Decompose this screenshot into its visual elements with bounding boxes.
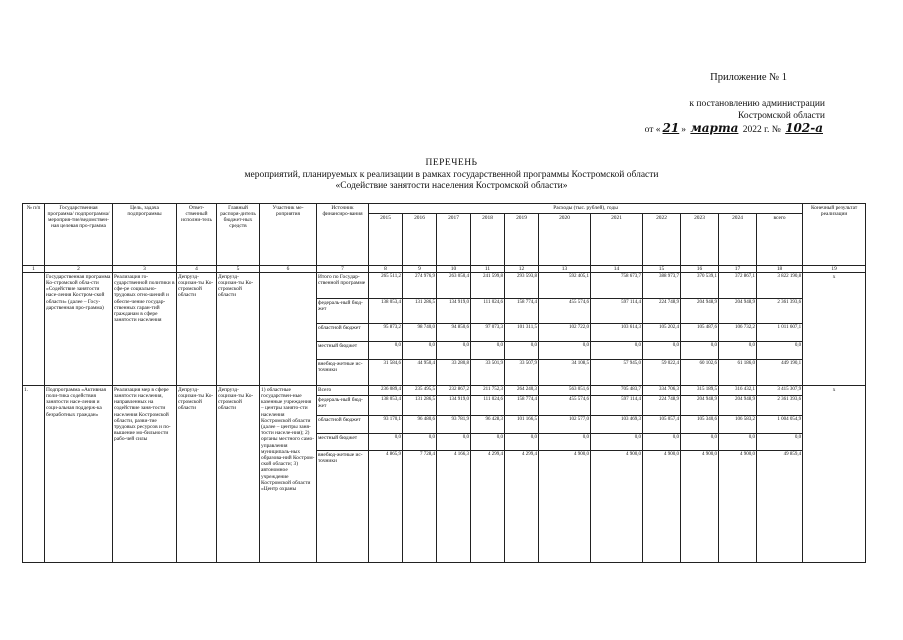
value-cell: 134 919,0 xyxy=(437,396,471,416)
value-cell: 0,0 xyxy=(471,342,505,360)
result-cell: х xyxy=(803,273,866,386)
year-header: 2017 xyxy=(437,214,471,266)
program-cell: Подпрограмма «Активная поли-тика содействия занятости насе-ления и соци-альная поддерж-ка безработных граждан» xyxy=(45,386,113,563)
value-cell: 96 480,6 xyxy=(403,416,437,434)
source-cell: областной бюджет xyxy=(317,324,369,342)
value-cell: 236 089,4 xyxy=(369,386,403,396)
value-cell: 0,0 xyxy=(369,434,403,451)
value-cell: 0,0 xyxy=(369,342,403,360)
table-row xyxy=(23,386,866,396)
goal-cell: Реализация мер в сфере занятости населения, направленных на содействие заня-тости населения Костромской области, разви-тие трудовых ресурсов и по-вышение мо-бильности рабо-чей силы xyxy=(113,386,177,563)
value-cell: 33 507,9 xyxy=(505,360,539,386)
value-cell: 93 170,1 xyxy=(369,416,403,434)
decree-date-line xyxy=(605,122,825,136)
value-cell: 34 108,5 xyxy=(539,360,591,386)
date-month-handwritten: марта xyxy=(690,121,739,135)
year-header: 2021 xyxy=(591,214,643,266)
col-header-participant: Участник ме-роприятия xyxy=(260,204,317,266)
source-cell: федераль-ный бюд-жет xyxy=(317,396,369,416)
col-number: 17 xyxy=(719,266,757,273)
decree-line-1: к постановлению администрации xyxy=(689,99,825,109)
col-number: 7 xyxy=(317,266,369,273)
value-cell: 224 748,9 xyxy=(643,396,681,416)
annex-label: Приложение № 1 xyxy=(710,72,787,83)
col-number: 5 xyxy=(217,266,260,273)
value-cell: 102 577,0 xyxy=(539,416,591,434)
row-no: 1. xyxy=(23,386,45,563)
col-number: 8 xyxy=(369,266,403,273)
value-cell: 241 599,8 xyxy=(471,273,505,299)
value-cell: 0,0 xyxy=(403,342,437,360)
value-cell: 60 102,6 xyxy=(681,360,719,386)
value-cell: 0,0 xyxy=(681,434,719,451)
value-cell: 0,0 xyxy=(681,342,719,360)
value-cell: 131 286,5 xyxy=(403,299,437,324)
col-number: 9 xyxy=(403,266,437,273)
col-header-manager: Главный распоря-дитель бюджет-ных средств xyxy=(217,204,260,266)
value-cell: 0,0 xyxy=(643,434,681,451)
year-header: 2019 xyxy=(505,214,539,266)
year-header-total: всего xyxy=(757,214,803,266)
value-cell: 158 774,4 xyxy=(505,396,539,416)
value-cell: 4 166,3 xyxy=(437,451,471,563)
value-cell: 592 405,1 xyxy=(539,273,591,299)
value-cell: 265 511,2 xyxy=(369,273,403,299)
value-cell-total: 1 004 054,9 xyxy=(757,416,803,434)
value-cell: 98 740,0 xyxy=(403,324,437,342)
value-cell: 93 781,9 xyxy=(437,416,471,434)
value-cell: 274 976,9 xyxy=(403,273,437,299)
col-number: 18 xyxy=(757,266,803,273)
col-number: 6 xyxy=(260,266,317,273)
value-cell: 563 051,6 xyxy=(539,386,591,396)
decree-line-2: Костромской области xyxy=(738,111,825,121)
date-year-no: 2022 г. № xyxy=(742,125,781,135)
participant-cell: 1) областные государствен-ные казенные учреждения – центры занято-сти населения Костромской области (далее – центры заня-тости населе-ния); 2) органы местного само-управления муниципаль-ных образова-ний Костром-ской области; 3) автономное учреждение Костромской области «Центр охраны xyxy=(260,386,317,563)
value-cell-total: 0,0 xyxy=(757,434,803,451)
value-cell: 0,0 xyxy=(591,342,643,360)
value-cell: 372 867,1 xyxy=(719,273,757,299)
goal-cell: Реализация го-сударственной политики в сфе-ре социально-трудовых отно-шений и обеспе-чение государ-ственных гаран-тий гражданам в сфере занятости населения xyxy=(113,273,177,386)
value-cell: 44 950,4 xyxy=(403,360,437,386)
value-cell: 131 286,5 xyxy=(403,396,437,416)
value-cell: 0,0 xyxy=(643,342,681,360)
source-cell: местный бюджет xyxy=(317,342,369,360)
table-row xyxy=(23,273,866,299)
value-cell: 105 487,6 xyxy=(681,324,719,342)
value-cell: 293 593,8 xyxy=(505,273,539,299)
value-cell: 105 202,4 xyxy=(643,324,681,342)
value-cell: 0,0 xyxy=(403,434,437,451)
col-number: 13 xyxy=(539,266,591,273)
header-row-1 xyxy=(23,204,866,214)
value-cell: 111 024,6 xyxy=(471,396,505,416)
value-cell: 101 311,5 xyxy=(505,324,539,342)
col-header-no: № п/п xyxy=(23,204,45,266)
title-line-1: ПЕРЕЧЕНЬ xyxy=(425,158,478,168)
date-day-handwritten: 21 xyxy=(662,121,680,135)
date-sep: » xyxy=(681,125,686,135)
value-cell-total: 2 361 393,6 xyxy=(757,299,803,324)
value-cell: 211 752,3 xyxy=(471,386,505,396)
col-header-result: Конечный результат реализации xyxy=(803,204,866,266)
manager-cell: Депрузд-социзан-ты Ко-стромской области xyxy=(217,273,260,386)
value-cell: 103 469,3 xyxy=(591,416,643,434)
decree-number-handwritten: 102-а xyxy=(785,121,823,135)
value-cell: 106 732,2 xyxy=(719,324,757,342)
col-number: 2 xyxy=(45,266,113,273)
value-cell: 33 280,8 xyxy=(437,360,471,386)
result-cell: х xyxy=(803,386,866,563)
value-cell: 105 057,4 xyxy=(643,416,681,434)
value-cell: 388 973,7 xyxy=(643,273,681,299)
value-cell: 455 574,6 xyxy=(539,299,591,324)
col-number: 12 xyxy=(505,266,539,273)
program-cell: Государственная программа Ко-стромской обла-сти «Содействие занятости насе-ления Костром-ской области» (далее – Госу-дарственная про-грамма) xyxy=(45,273,113,386)
col-header-goal: Цель, задача подпрограммы xyxy=(113,204,177,266)
title-line-2: мероприятий, планируемых к реализации в рамках государственной программы Костромской области xyxy=(244,169,659,180)
row-no xyxy=(23,273,45,386)
value-cell: 204 948,9 xyxy=(681,396,719,416)
source-cell: Всего xyxy=(317,386,369,396)
value-cell: 597 114,4 xyxy=(591,396,643,416)
year-header: 2015 xyxy=(369,214,403,266)
measures-table xyxy=(22,203,866,563)
col-header-expenses: Расходы (тыс. рублей), годы xyxy=(369,204,803,214)
value-cell: 204 948,9 xyxy=(681,299,719,324)
value-cell: 95 873,2 xyxy=(369,324,403,342)
value-cell: 0,0 xyxy=(437,434,471,451)
col-number: 10 xyxy=(437,266,471,273)
value-cell: 232 867,2 xyxy=(437,386,471,396)
col-number: 16 xyxy=(681,266,719,273)
value-cell-total: 3 822 190,8 xyxy=(757,273,803,299)
value-cell: 102 722,0 xyxy=(539,324,591,342)
value-cell-total: 3 415 307,9 xyxy=(757,386,803,396)
col-number: 19 xyxy=(803,266,866,273)
col-header-program: Государственная программа/ подпрограмма/ мероприя-тие/ведомствен-ная целевая про-грамма xyxy=(45,204,113,266)
value-cell: 204 948,9 xyxy=(719,299,757,324)
column-numbers-row xyxy=(23,266,866,273)
col-header-executor: Ответ-ственный исполни-тель xyxy=(177,204,217,266)
value-cell: 597 114,4 xyxy=(591,299,643,324)
value-cell: 758 673,7 xyxy=(591,273,643,299)
value-cell: 0,0 xyxy=(591,434,643,451)
value-cell: 0,0 xyxy=(539,342,591,360)
value-cell-total: 0,0 xyxy=(757,342,803,360)
source-cell: Итого по Государ-ственной программе xyxy=(317,273,369,299)
col-number: 3 xyxy=(113,266,177,273)
source-cell: областной бюджет xyxy=(317,416,369,434)
executor-cell: Депрузд-социзан-ты Ко-стромской области xyxy=(177,273,217,386)
value-cell: 4 900,0 xyxy=(681,451,719,563)
value-cell: 0,0 xyxy=(505,342,539,360)
value-cell: 263 050,4 xyxy=(437,273,471,299)
document-title xyxy=(0,158,903,193)
value-cell-total: 449 190,1 xyxy=(757,360,803,386)
decree-reference xyxy=(605,98,825,136)
year-header: 2024 xyxy=(719,214,757,266)
value-cell: 96 428,3 xyxy=(471,416,505,434)
value-cell: 0,0 xyxy=(471,434,505,451)
value-cell: 4 900,0 xyxy=(643,451,681,563)
value-cell: 158 774,4 xyxy=(505,299,539,324)
value-cell: 316 432,1 xyxy=(719,386,757,396)
value-cell: 264 240,3 xyxy=(505,386,539,396)
value-cell: 59 022,4 xyxy=(643,360,681,386)
value-cell: 97 073,3 xyxy=(471,324,505,342)
value-cell: 57 945,0 xyxy=(591,360,643,386)
value-cell: 705 483,7 xyxy=(591,386,643,396)
value-cell: 4 900,0 xyxy=(719,451,757,563)
value-cell: 138 053,4 xyxy=(369,396,403,416)
col-number: 14 xyxy=(591,266,643,273)
source-cell: внебюд-жетные ис-точники xyxy=(317,360,369,386)
manager-cell: Депрузд-социзан-ты Ко-стромской области xyxy=(217,386,260,563)
value-cell: 94 850,6 xyxy=(437,324,471,342)
value-cell: 204 948,9 xyxy=(719,396,757,416)
value-cell: 370 539,1 xyxy=(681,273,719,299)
year-header: 2016 xyxy=(403,214,437,266)
year-header: 2023 xyxy=(681,214,719,266)
participant-cell xyxy=(260,273,317,386)
col-header-source: Источник финансиро-вания xyxy=(317,204,369,266)
date-prefix: от « xyxy=(644,125,661,135)
value-cell: 105 340,6 xyxy=(681,416,719,434)
source-cell: федераль-ный бюд-жет xyxy=(317,299,369,324)
value-cell: 103 614,3 xyxy=(591,324,643,342)
value-cell: 455 574,6 xyxy=(539,396,591,416)
year-header: 2018 xyxy=(471,214,505,266)
title-line-3: «Содействие занятости населения Костромской области» xyxy=(335,181,568,191)
col-number: 4 xyxy=(177,266,217,273)
value-cell: 4 900,0 xyxy=(539,451,591,563)
value-cell: 0,0 xyxy=(719,434,757,451)
value-cell: 4 299,4 xyxy=(505,451,539,563)
value-cell: 334 706,3 xyxy=(643,386,681,396)
value-cell: 0,0 xyxy=(719,342,757,360)
value-cell: 111 024,6 xyxy=(471,299,505,324)
value-cell: 235 495,5 xyxy=(403,386,437,396)
value-cell-total: 49 859,4 xyxy=(757,451,803,563)
year-header: 2022 xyxy=(643,214,681,266)
value-cell: 0,0 xyxy=(505,434,539,451)
value-cell: 4 299,4 xyxy=(471,451,505,563)
col-number: 1 xyxy=(23,266,45,273)
value-cell: 7 728,4 xyxy=(403,451,437,563)
executor-cell: Депрузд-социзан-ты Ко-стромской области xyxy=(177,386,217,563)
value-cell: 101 166,5 xyxy=(505,416,539,434)
value-cell-total: 1 011 607,1 xyxy=(757,324,803,342)
value-cell: 33 501,9 xyxy=(471,360,505,386)
value-cell: 224 748,9 xyxy=(643,299,681,324)
value-cell: 61 186,0 xyxy=(719,360,757,386)
value-cell: 315 189,5 xyxy=(681,386,719,396)
value-cell-total: 2 361 393,6 xyxy=(757,396,803,416)
year-header: 2020 xyxy=(539,214,591,266)
value-cell: 31 584,6 xyxy=(369,360,403,386)
value-cell: 134 919,0 xyxy=(437,299,471,324)
value-cell: 106 583,2 xyxy=(719,416,757,434)
value-cell: 0,0 xyxy=(437,342,471,360)
value-cell: 0,0 xyxy=(539,434,591,451)
value-cell: 4 900,0 xyxy=(591,451,643,563)
col-number: 15 xyxy=(643,266,681,273)
value-cell: 4 865,9 xyxy=(369,451,403,563)
col-number: 11 xyxy=(471,266,505,273)
value-cell: 138 053,4 xyxy=(369,299,403,324)
source-cell: местный бюджет xyxy=(317,434,369,451)
source-cell: внебюд-жетные ис-точники xyxy=(317,451,369,563)
